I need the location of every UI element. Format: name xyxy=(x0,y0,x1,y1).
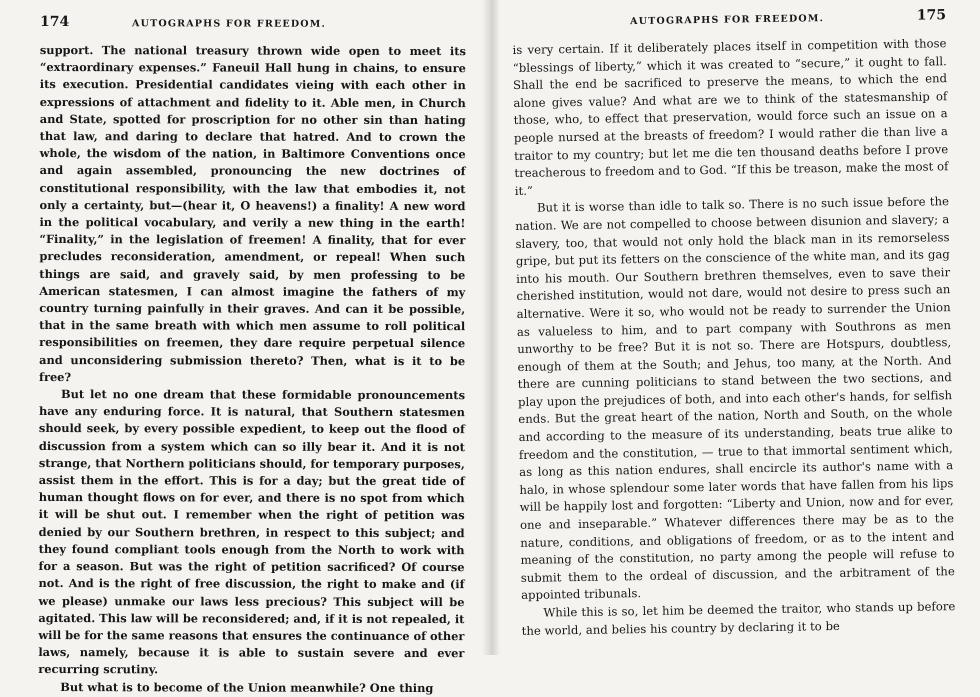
right-page-body xyxy=(512,35,955,640)
paragraph: But it is worse than idle to talk so. There is no such issue before the nation. We are not compelled to choose between disunion and slavery; a slavery, too, that would not only hold the black man in its remorseless gripe, but put its fetters on the conscience of the white man, and its gag into his mouth. Our Southern brethren themselves, even to save their cherished institution, would not dare, would not desire to press such an alternative. Were it so, who would not be ready to surrender the Union as valueless to him, and to part company with Southrons as men unworthy to be free? But it is not so. There are Hotspurs, doubtless, enough of them at the South; and Jehus, too many, at the North. And there are cunning politicians to stand between the two sections, and play upon the prejudices of both, and into each other's hands, for selfish ends. But the great heart of the nation, North and South, on the whole and according to the measure of its understanding, beats true alike to freedom and the constitution, — true to that immortal sentiment which, as long as this nation endures, shall encircle its author's name with a halo, in whose splendour some later words that have fallen from his lips will be happily lost and forgotten: “Liberty and Union, now and for ever, one and inseparable.” Whatever differences there may be as to the nature, conditions, and obligations of freedom, or as to the intent and meaning of the constitution, no party among the people will refuse to submit them to the ordeal of discussion, and the arbitrament of the appointed tribunals. xyxy=(515,194,955,603)
right-page xyxy=(490,0,980,655)
paragraph: is very certain. If it deliberately places itself in competition with those “blessings of liberty,” which it was created to “secure,” it ought to fall. Shall the end be sacrificed to preserve the means, to which the end alone gives value? And what are we to think of the statesmanship of those, who, to effect that preservation, would force such an issue on a people nursed at the breasts of freedom? I would rather die than live a traitor to my country; but let me die ten thousand deaths before I prove treacherous to freedom and to God. “If this be treason, make the most of it.” xyxy=(512,36,949,198)
left-running-head xyxy=(40,14,466,35)
paragraph: But let no one dream that these formidable pronouncements have any enduring force. It is natural, that Southern statesmen should seek, by every possible expedient, to keep out the flood of discussion from a system which can so illy bear it. And it is not strange, that Northern politicians should, for temporary purposes, assist them in the effort. This is for a day; but the great tide of human thought flows on for ever, and there is no spot from which it will be shut out. I remember when the right of petition was denied by our Southern brethren, in respect to this subject; and they found compliant tools enough from the North to work with for a season. But was the right of petition sacrificed? Of course not. And is the right of free discussion, the right to make and (if we please) unmake our laws less precious? This subject will be agitated. This law will be reconsidered; and, if it is not repealed, it will be for the same reasons that ensures the continuance of other laws, namely, because it is able to sustain severe and ever recurring scrutiny. xyxy=(38,387,466,677)
paragraph: But what is to become of the Union meanwhile? One thing xyxy=(60,679,434,695)
right-running-title: AUTOGRAPHS FOR FREEDOM. xyxy=(630,13,825,28)
right-running-head xyxy=(512,7,946,34)
paragraph: While this is so, let him be deemed the traitor, who stands up before the world, and belies his country by declaring it to be xyxy=(521,599,956,638)
left-page-number: 174 xyxy=(39,14,70,31)
right-page-sheet xyxy=(512,7,956,640)
paragraph: support. The national treasury thrown wide open to meet its “extraordinary expenses.” Faneuil Hall hung in chains, to ensure its execution. Presidential candidates vieing with each other in expressions of attachment and fidelity to it. Able men, in Church and State, spotted for proscription for no other sin than hating that law, and daring to declare that hatred. And to crown the whole, the wisdom of the nation, in Baltimore Conventions once and again assembled, pronouncing the new doctrines of constitutional responsibility, with the law that embodies it, not only a certainty, but—(hear it, O heavens!) a finality! A new word in the political vocabulary, and verily a new thing in the earth! “Finality,” in the legislation of freemen! A finality, that for ever precludes reconsideration, amendment, or repeal! When such things are said, and gravely said, by men professing to be American statesmen, I can almost imagine the fathers of my country turning painfully in their graves. And can it be possible, that in the same breath with which men assume to roll political responsibilities on freemen, they dare require perpetual silence and unconsidering submission thereto? Then, what is it to be free? xyxy=(39,42,466,384)
left-running-title: AUTOGRAPHS FOR FREEDOM. xyxy=(132,18,326,30)
right-page-number: 175 xyxy=(916,7,947,24)
left-page xyxy=(0,0,490,695)
left-page-body xyxy=(38,42,466,697)
left-page-sheet xyxy=(38,14,466,697)
